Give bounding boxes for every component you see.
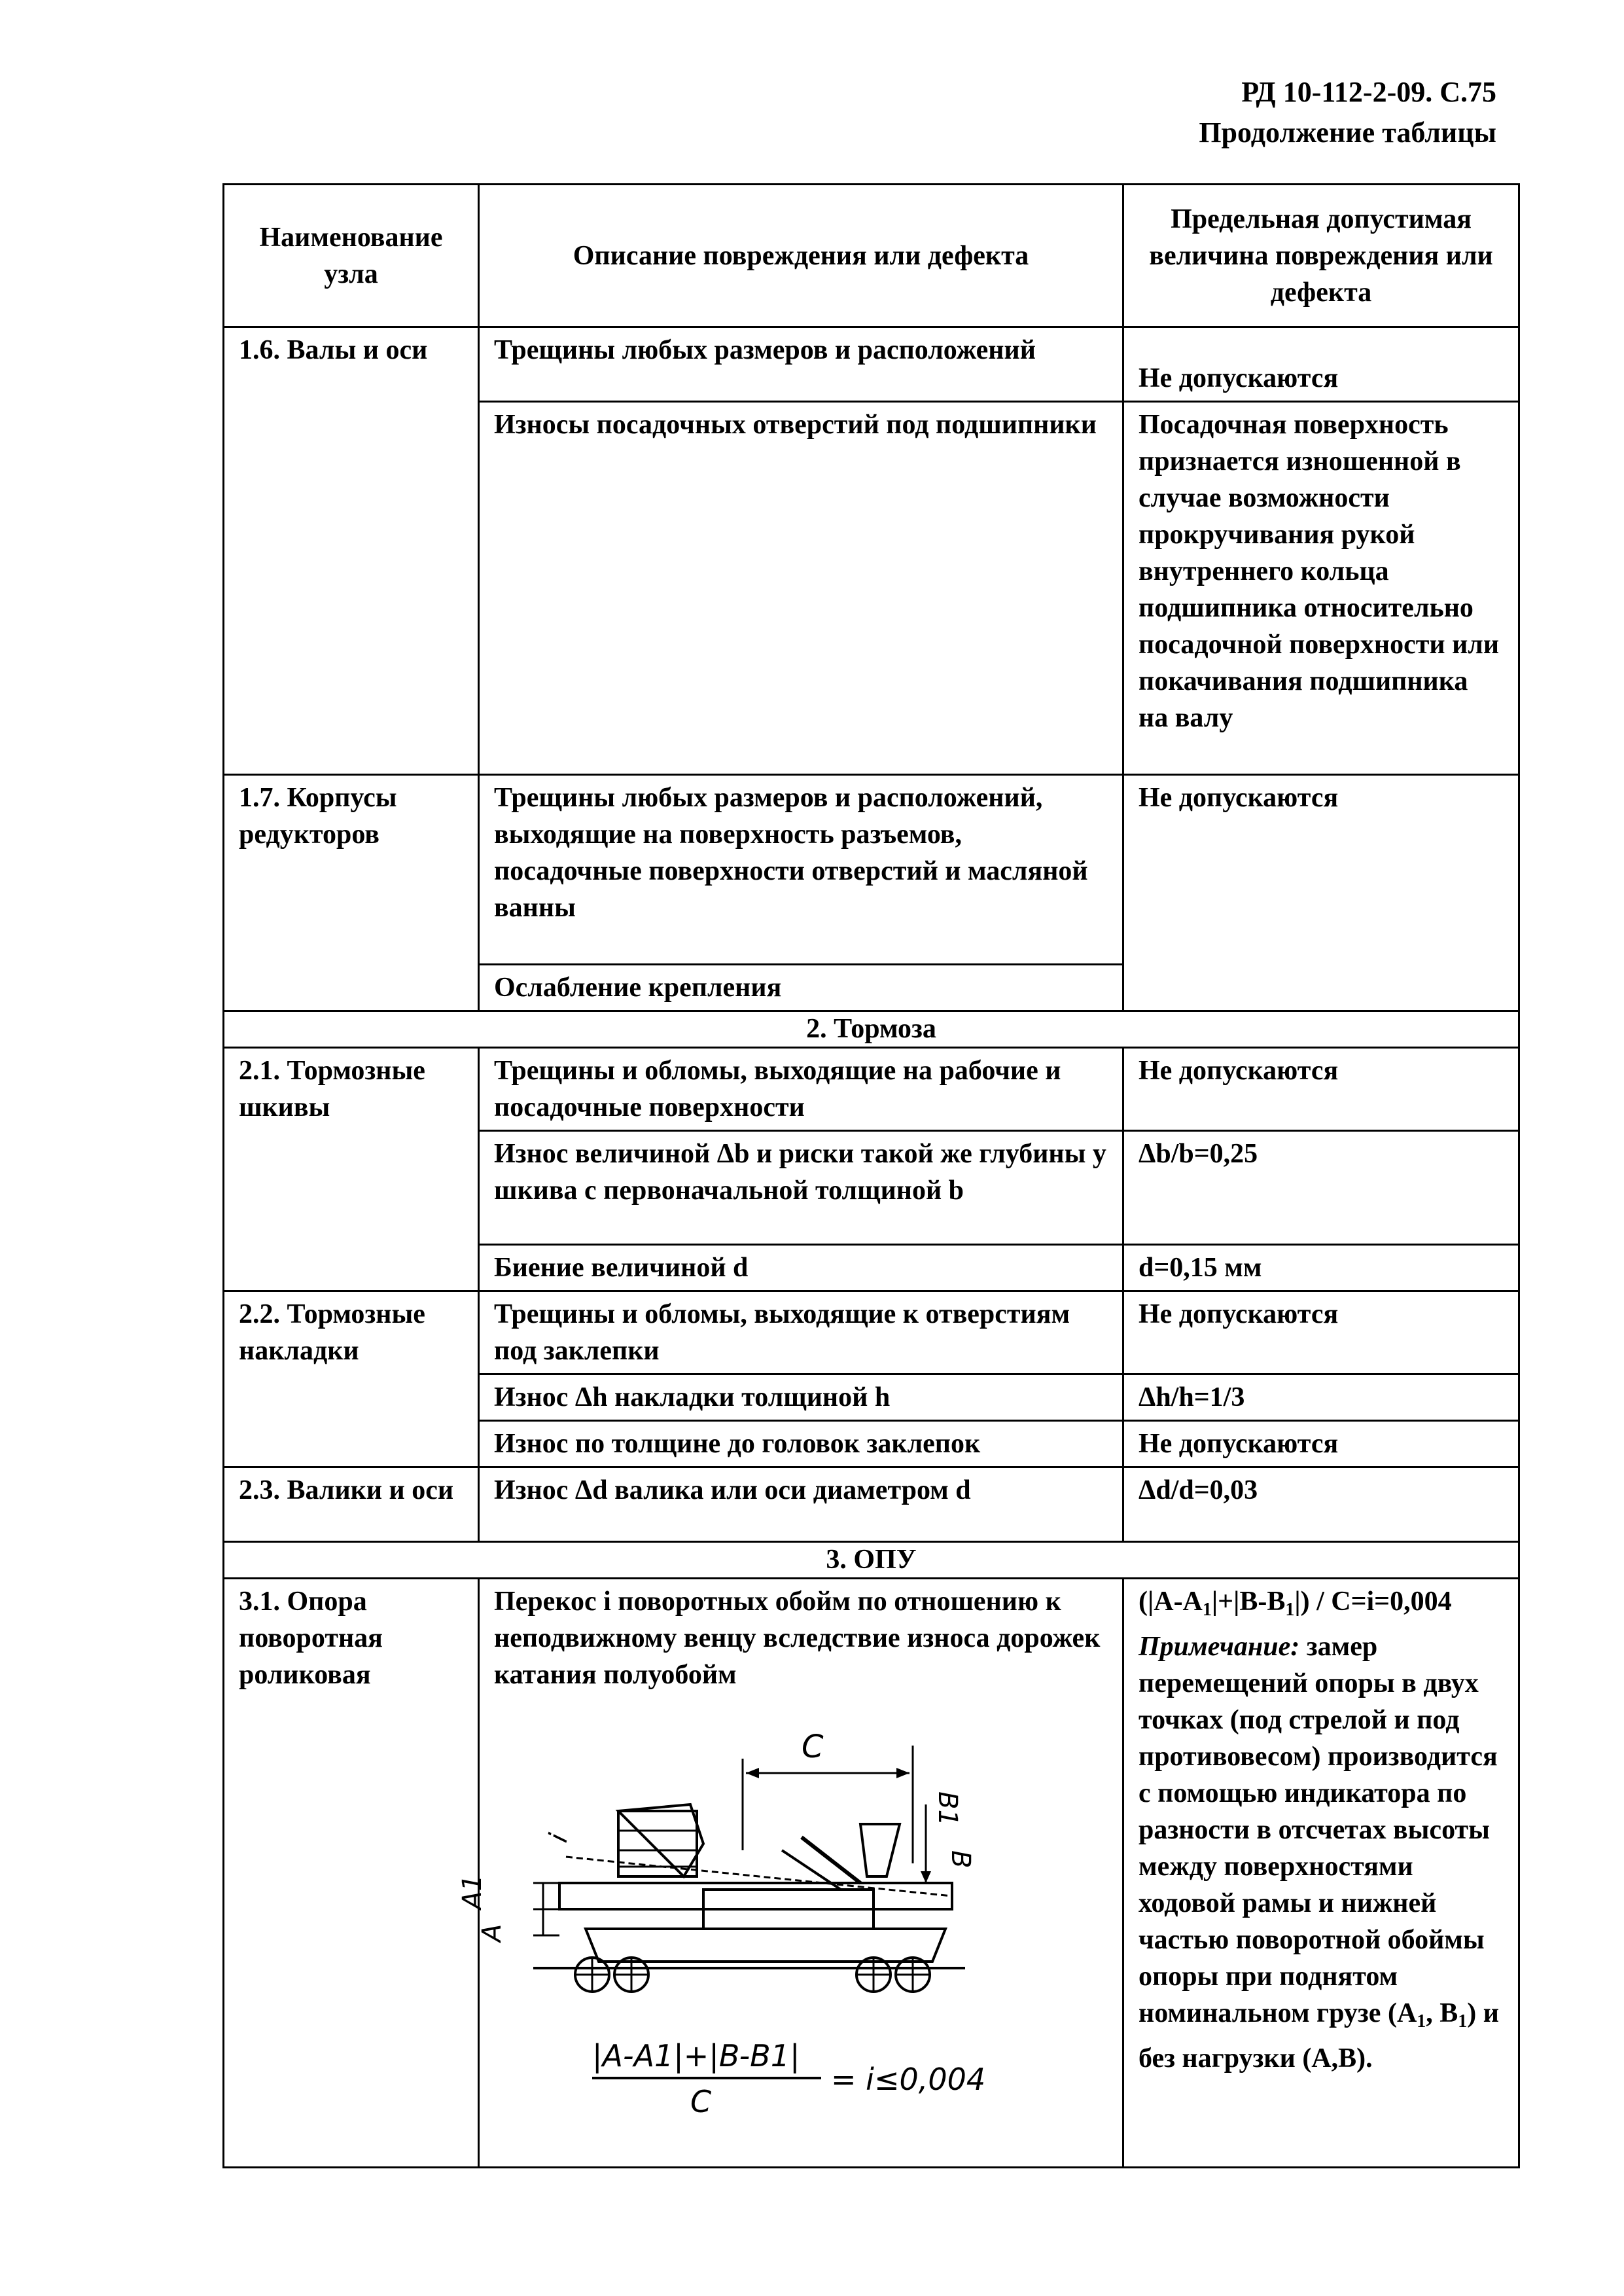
- defect-description: Трещины и обломы, выходящие на рабочие и посадочные поверхности: [479, 1048, 1123, 1131]
- table-header-row: [224, 185, 1519, 327]
- defect-description: Износ Δh накладки толщиной h: [479, 1374, 1123, 1421]
- defect-description: Износы посадочных отверстий под подшипники: [479, 402, 1123, 775]
- table-row: [224, 775, 1519, 965]
- column-header-description: Описание повреждения или дефекта: [479, 185, 1123, 327]
- defect-description: Перекос i поворотных обойм по отношению к неподвижному венцу вследствие износа дорожек катания полуобойм: [494, 1587, 1101, 1690]
- defect-description-cell: [457, 1579, 1123, 2168]
- table-row: [224, 1467, 1519, 1542]
- defect-limit: Не допускаются: [1123, 775, 1519, 1011]
- table-row: [224, 1291, 1519, 1374]
- defect-limit: Не допускаются: [1123, 1291, 1519, 1374]
- table-row: [224, 1579, 1519, 2168]
- section-title: 3. ОПУ: [224, 1542, 1519, 1579]
- defect-description: Биение величиной d: [479, 1245, 1123, 1291]
- defect-limit: Δb/b=0,25: [1123, 1131, 1519, 1245]
- defect-limit: Δh/h=1/3: [1123, 1374, 1519, 1421]
- defect-limit: d=0,15 мм: [1123, 1245, 1519, 1291]
- dimension-label-a: A: [477, 1924, 507, 1942]
- angle-label-i: i: [543, 1830, 574, 1846]
- measurement-note: Примечание: замер перемещений опоры в двух точках (под стрелой и под противовесом) производится с помощью индикатора по разности в отсчетах высоты между поверхностями ходовой рамы и нижней частью поворотной обоймы опоры при поднятом номинальном грузе ($A_1$, $B_1$) и без нагрузки (A,B).: [1139, 1632, 1499, 2073]
- section-row: [224, 1011, 1519, 1048]
- defect-description: Износ величиной Δb и риски такой же глубины у шкива с первоначальной толщиной b: [479, 1131, 1123, 1245]
- dimension-label-a1: A1: [457, 1874, 487, 1909]
- dimension-label-b1: B1: [932, 1791, 962, 1826]
- note-text: замер перемещений опоры в двух точках (под стрелой и под противовесом) производится с помощью индикатора по разности в отсчетах высоты между поверхностями ходовой рамы и нижней частью поворотной обоймы опоры при поднятом номинальном грузе (A: [1139, 1632, 1498, 2028]
- node-name: 1.7. Корпусы редукторов: [224, 775, 479, 1011]
- misalignment-formula-text: $(|A-A_1|+|B-B_1|) / C=i=0,004$: [1139, 1587, 1452, 1620]
- misalignment-formula: [494, 2034, 1031, 2132]
- column-header-node: Наименование узла: [224, 185, 479, 327]
- node-name: 1.6. Валы и оси: [224, 327, 479, 775]
- defects-table: [222, 183, 1520, 2168]
- bearing-misalignment-diagram: [457, 1719, 1031, 2034]
- node-name: 3.1. Опора поворотная роликовая: [224, 1579, 479, 2168]
- page-header: [1199, 72, 1496, 153]
- formula-numerator: |A-A1|+|B-B1|: [592, 2038, 800, 2073]
- defect-limit: Не допускаются: [1123, 1421, 1519, 1467]
- defect-limit-cell: [1123, 1579, 1519, 2168]
- note-label: Примечание:: [1139, 1632, 1300, 1662]
- table-row: [224, 327, 1519, 402]
- defect-limit: Δd/d=0,03: [1123, 1467, 1519, 1542]
- section-row: [224, 1542, 1519, 1579]
- defect-description: Ослабление крепления: [479, 965, 1123, 1011]
- dimension-label-b: B: [945, 1850, 976, 1869]
- defect-limit: Не допускаются: [1123, 1048, 1519, 1131]
- defect-limit: Посадочная поверхность признается изношенной в случае возможности прокручивания рукой внутреннего кольца подшипника относительно посадочной поверхности или покачивания подшипника на валу: [1123, 402, 1519, 775]
- document-reference: РД 10-112-2-09. С.75: [1241, 76, 1496, 108]
- dimension-label-c: C: [802, 1729, 824, 1765]
- defect-description: Износ Δd валика или оси диаметром d: [479, 1467, 1123, 1542]
- defect-limit: Не допускаются: [1123, 327, 1519, 402]
- defect-description: Трещины любых размеров и расположений: [479, 327, 1123, 402]
- defect-description: Трещины и обломы, выходящие к отверстиям под заклепки: [479, 1291, 1123, 1374]
- formula-denominator: C: [690, 2084, 712, 2119]
- continuation-label: Продолжение таблицы: [1199, 117, 1496, 149]
- section-title: 2. Тормоза: [224, 1011, 1519, 1048]
- defect-description: Износ по толщине до головок заклепок: [479, 1421, 1123, 1467]
- column-header-limit: Предельная допустимая величина повреждения или дефекта: [1123, 185, 1519, 327]
- formula-result: = i≤0,004: [831, 2062, 986, 2097]
- node-name: 2.3. Валики и оси: [224, 1467, 479, 1542]
- defect-description: Трещины любых размеров и расположений, выходящие на поверхность разъемов, посадочные поверхности отверстий и масляной ванны: [479, 775, 1123, 965]
- node-name: 2.2. Тормозные накладки: [224, 1291, 479, 1467]
- node-name: 2.1. Тормозные шкивы: [224, 1048, 479, 1291]
- table-row: [224, 1048, 1519, 1131]
